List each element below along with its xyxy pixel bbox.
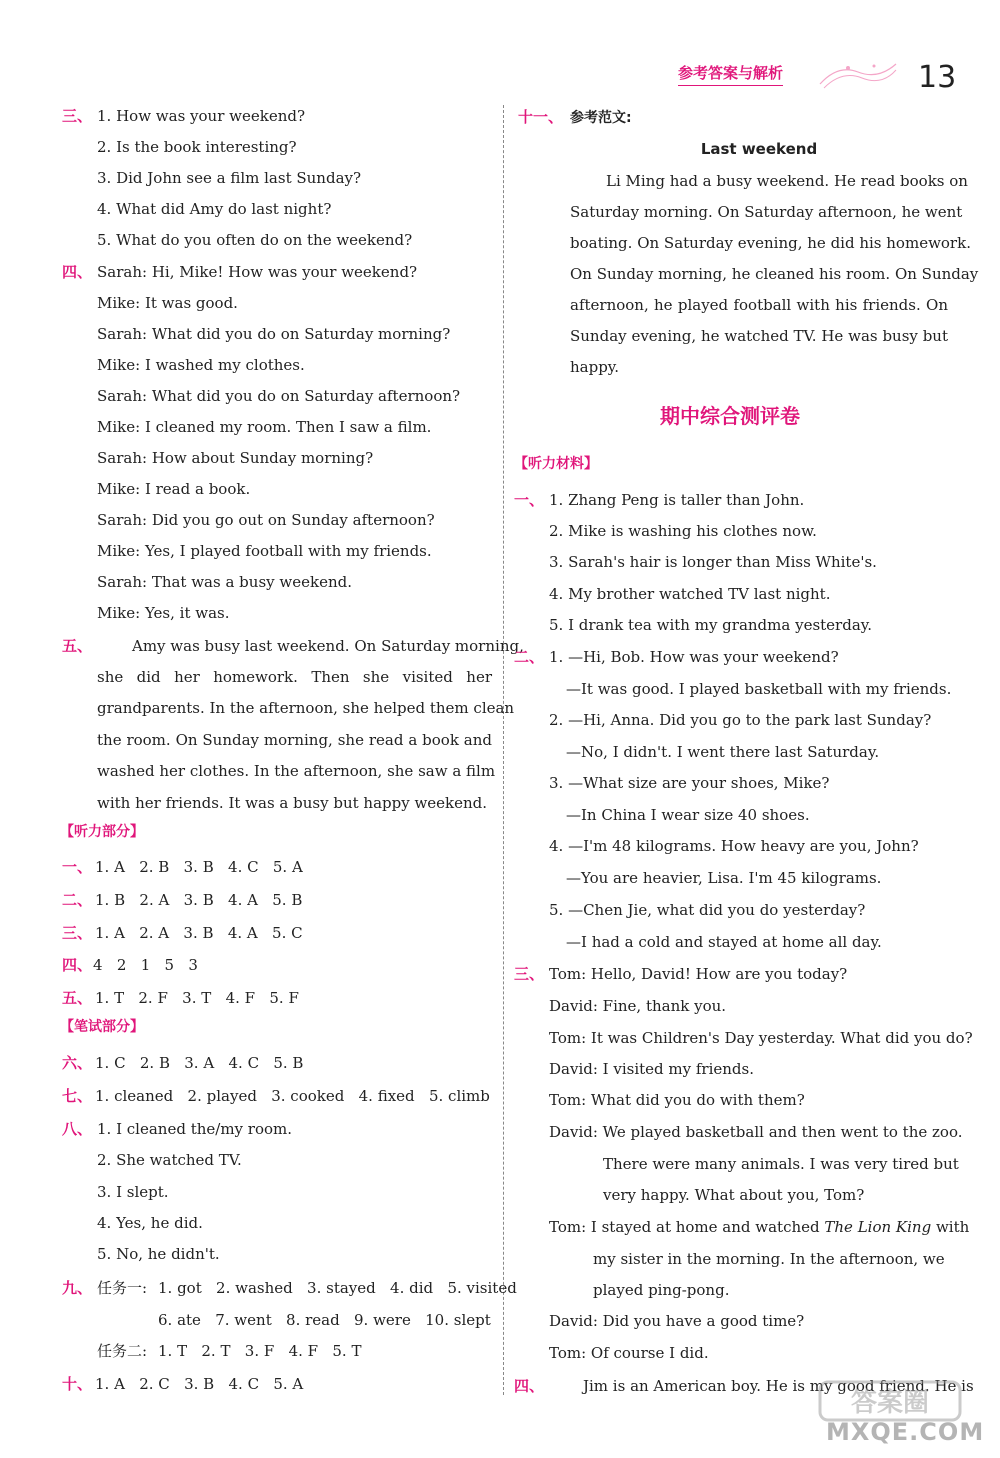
essay-line: afternoon, he played football with his friends. On: [570, 296, 948, 314]
answer-line: 1. A 2. C 3. B 4. C 5. A: [95, 1375, 304, 1393]
dialogue-line: Sarah: That was a busy weekend.: [97, 573, 352, 591]
list-item: 3. I slept.: [97, 1183, 169, 1201]
list-item: 5. No, he didn't.: [97, 1245, 220, 1263]
dialogue-line: —You are heavier, Lisa. I'm 45 kilograms.: [566, 869, 882, 887]
material-1-label: 一、: [514, 491, 545, 509]
dialogue-line: Mike: I read a book.: [97, 480, 251, 498]
paragraph-line: she did her homework. Then she visited her: [97, 668, 492, 686]
essay-line: boating. On Saturday evening, he did his homework.: [570, 234, 971, 252]
list-item: 4. What did Amy do last night?: [97, 200, 332, 218]
answer-label: 五、: [62, 989, 93, 1007]
answer-line: 4 2 1 5 3: [93, 956, 198, 974]
column-divider: [503, 105, 504, 1395]
answer-line: 6. ate 7. went 8. read 9. were 10. slept: [158, 1311, 491, 1329]
essay-line: happy.: [570, 358, 620, 376]
dialogue-line: —In China I wear size 40 shoes.: [566, 806, 810, 824]
dialogue-line: Mike: Yes, it was.: [97, 604, 230, 622]
answer-label: 一、: [62, 858, 93, 876]
dialogue-line: Sarah: What did you do on Saturday afternoon?: [97, 387, 461, 405]
paragraph-line: washed her clothes. In the afternoon, she saw a film: [97, 762, 496, 780]
dialogue-line: 2. —Hi, Anna. Did you go to the park last Sunday?: [549, 711, 932, 729]
task-label: 任务二:: [97, 1342, 148, 1360]
dialogue-line: 3. —What size are your shoes, Mike?: [549, 774, 830, 792]
dialogue-line: David: We played basketball and then went to the zoo.: [549, 1123, 963, 1141]
material-header: 【听力材料】: [514, 456, 598, 472]
section-7-label: 七、: [62, 1087, 93, 1105]
dialogue-line: 5. —Chen Jie, what did you do yesterday?: [549, 901, 866, 919]
answer-line: 1. B 2. A 3. B 4. A 5. B: [95, 891, 303, 909]
dialogue-line: played ping-pong.: [593, 1281, 730, 1299]
header-decoration: [818, 58, 898, 90]
paragraph-line: Jim is an American boy. He is my good friend. He is: [583, 1377, 974, 1395]
watermark-cn: 答案圈: [850, 1388, 930, 1418]
list-item: 5. I drank tea with my grandma yesterday.: [549, 616, 873, 634]
dialogue-line: Tom: What did you do with them?: [549, 1091, 805, 1109]
writing-header: 【笔试部分】: [60, 1019, 144, 1035]
material-3-label: 三、: [514, 965, 545, 983]
dialogue-line: my sister in the morning. In the afternoon, we: [593, 1250, 945, 1268]
dialogue-line: Tom: It was Children's Day yesterday. What did you do?: [549, 1029, 973, 1047]
dialogue-line: Sarah: Did you go out on Sunday afternoon?: [97, 511, 435, 529]
essay-line: Li Ming had a busy weekend. He read books on: [606, 172, 968, 190]
essay-line: Sunday evening, he watched TV. He was busy but: [570, 327, 948, 345]
dialogue-line: Tom: Of course I did.: [549, 1344, 709, 1362]
paragraph-line: the room. On Sunday morning, she read a book and: [97, 731, 492, 749]
list-item: 4. Yes, he did.: [97, 1214, 203, 1232]
answer-line: 1. T 2. F 3. T 4. F 5. F: [95, 989, 299, 1007]
dialogue-line: 1. —Hi, Bob. How was your weekend?: [549, 648, 839, 666]
material-4-label: 四、: [514, 1377, 545, 1395]
dialogue-line: 4. —I'm 48 kilograms. How heavy are you, John?: [549, 837, 919, 855]
watermark-text: MXQE.COM: [826, 1418, 985, 1446]
paragraph-line: Amy was busy last weekend. On Saturday morning,: [132, 637, 524, 655]
dialogue-line: David: Fine, thank you.: [549, 997, 727, 1015]
dialogue-line: Mike: Yes, I played football with my friends.: [97, 542, 432, 560]
list-item: 1. Zhang Peng is taller than John.: [549, 491, 805, 509]
list-item: 1. How was your weekend?: [97, 107, 306, 125]
header-title: 参考答案与解析: [678, 62, 783, 86]
task-label: 任务一:: [97, 1279, 148, 1297]
answer-line: 1. A 2. A 3. B 4. A 5. C: [95, 924, 303, 942]
listening-header: 【听力部分】: [60, 824, 144, 840]
dialogue-line: Mike: I cleaned my room. Then I saw a film.: [97, 418, 432, 436]
answer-line: 1. got 2. washed 3. stayed 4. did 5. visited: [158, 1279, 517, 1297]
list-item: 4. My brother watched TV last night.: [549, 585, 831, 603]
list-item: 3. Did John see a film last Sunday?: [97, 169, 362, 187]
section-title: 期中综合测评卷: [660, 404, 800, 428]
dialogue-text: with: [931, 1218, 970, 1236]
title-italic: The Lion King: [824, 1218, 932, 1236]
section-6-label: 六、: [62, 1054, 93, 1072]
essay-line: Saturday morning. On Saturday afternoon, he went: [570, 203, 963, 221]
dialogue-text: Tom: I stayed at home and watched: [549, 1218, 825, 1236]
list-item: 2. Is the book interesting?: [97, 138, 297, 156]
section-5-label: 五、: [62, 637, 93, 655]
dialogue-line: David: I visited my friends.: [549, 1060, 754, 1078]
list-item: 2. Mike is washing his clothes now.: [549, 522, 817, 540]
dialogue-line: —I had a cold and stayed at home all day.: [566, 933, 882, 951]
answer-line: 1. A 2. B 3. B 4. C 5. A: [95, 858, 303, 876]
answer-label: 二、: [62, 891, 93, 909]
answer-line: 1. T 2. T 3. F 4. F 5. T: [158, 1342, 362, 1360]
dialogue-line: —It was good. I played basketball with my friends.: [566, 680, 952, 698]
dialogue-line: Sarah: How about Sunday morning?: [97, 449, 374, 467]
essay-line: On Sunday morning, he cleaned his room. On Sunday: [570, 265, 979, 283]
dialogue-line: There were many animals. I was very tired but: [603, 1155, 959, 1173]
list-item: 3. Sarah's hair is longer than Miss White's.: [549, 553, 877, 571]
dialogue-line: Sarah: What did you do on Saturday morning?: [97, 325, 451, 343]
section-4-label: 四、: [62, 263, 93, 281]
dialogue-line: Sarah: Hi, Mike! How was your weekend?: [97, 263, 418, 281]
answer-label: 四、: [62, 956, 93, 974]
answer-line: 1. cleaned 2. played 3. cooked 4. fixed 5. climb: [95, 1087, 490, 1105]
dialogue-line: Tom: Hello, David! How are you today?: [549, 965, 848, 983]
dialogue-line: very happy. What about you, Tom?: [603, 1186, 865, 1204]
dialogue-line: Mike: It was good.: [97, 294, 238, 312]
dialogue-line: —No, I didn't. I went there last Saturday.: [566, 743, 880, 761]
paragraph-line: grandparents. In the afternoon, she helped them clean: [97, 699, 515, 717]
dialogue-line: [549, 1217, 969, 1237]
dialogue-line: Mike: I washed my clothes.: [97, 356, 305, 374]
page-number: 13: [918, 60, 957, 95]
section-11-label: 十一、: [518, 108, 564, 126]
material-2-label: 二、: [514, 648, 545, 666]
section-9-label: 九、: [62, 1279, 93, 1297]
section-8-label: 八、: [62, 1120, 93, 1138]
essay-intro: 参考范文:: [570, 110, 632, 126]
answer-label: 三、: [62, 924, 93, 942]
list-item: 2. She watched TV.: [97, 1151, 242, 1169]
dialogue-line: David: Did you have a good time?: [549, 1312, 805, 1330]
essay-title: Last weekend: [700, 140, 818, 158]
paragraph-line: with her friends. It was a busy but happy weekend.: [97, 794, 488, 812]
answer-line: 1. C 2. B 3. A 4. C 5. B: [95, 1054, 304, 1072]
section-10-label: 十、: [62, 1375, 93, 1393]
list-item: 5. What do you often do on the weekend?: [97, 231, 413, 249]
list-item: 1. I cleaned the/my room.: [97, 1120, 293, 1138]
section-3-label: 三、: [62, 107, 93, 125]
